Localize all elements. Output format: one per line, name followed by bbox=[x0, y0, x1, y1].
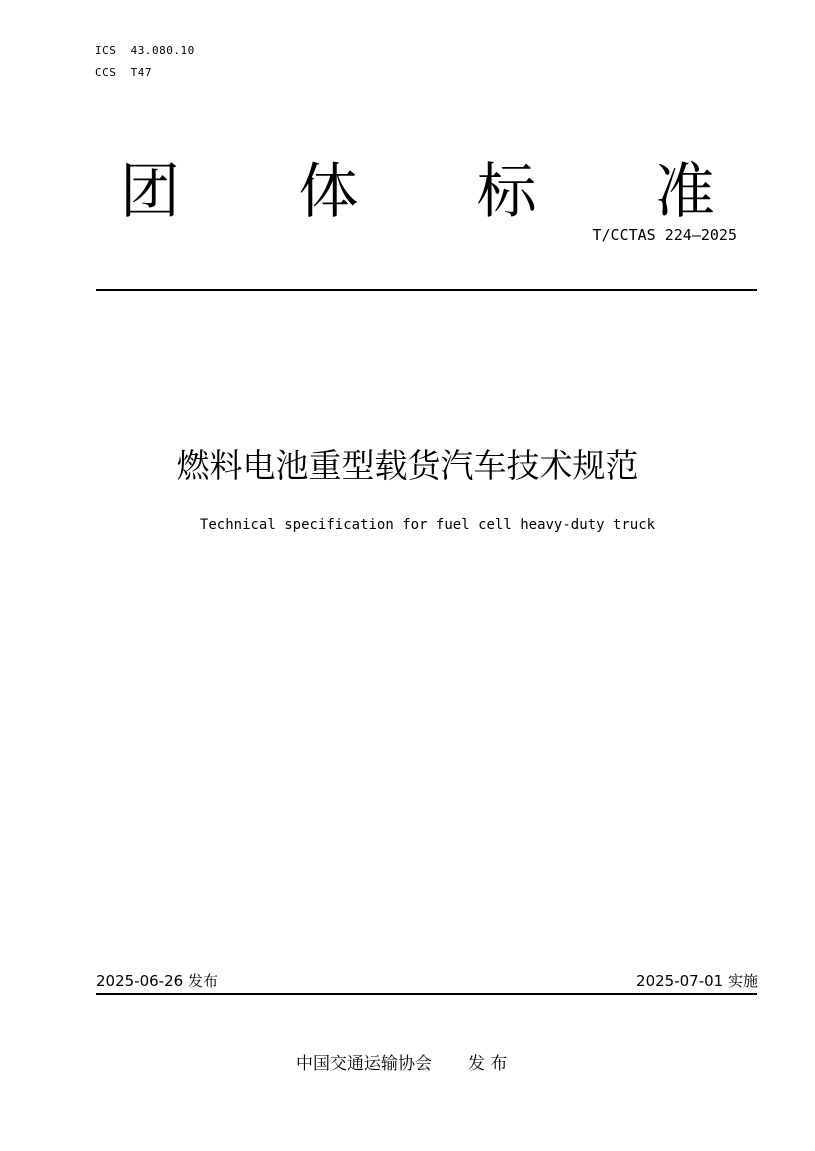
document-title-chinese: 燃料电池重型载货汽车技术规范 bbox=[176, 446, 639, 485]
standard-type-char: 准 bbox=[654, 157, 715, 227]
publisher-line bbox=[296, 1051, 507, 1077]
standard-number: T/CCTAS 224—2025 bbox=[592, 226, 737, 244]
ics-code: ICS 43.080.10 bbox=[95, 44, 195, 57]
top-divider bbox=[96, 289, 757, 291]
publisher-action: 发 布 bbox=[468, 1054, 508, 1074]
classification-codes bbox=[95, 40, 195, 84]
bottom-divider bbox=[96, 993, 757, 995]
implementation-date: 2025-07-01 实施 bbox=[636, 972, 758, 990]
ccs-code: CCS T47 bbox=[95, 66, 152, 79]
document-title-english: Technical specification for fuel cell heavy-duty truck bbox=[199, 517, 656, 533]
publisher-name: 中国交通运输协会 bbox=[296, 1054, 432, 1074]
standard-type-char: 标 bbox=[476, 157, 537, 227]
standard-type-heading bbox=[120, 152, 715, 232]
issue-date: 2025-06-26 发布 bbox=[96, 972, 218, 990]
standard-type-char: 体 bbox=[298, 157, 359, 227]
standard-type-char: 团 bbox=[120, 157, 180, 227]
